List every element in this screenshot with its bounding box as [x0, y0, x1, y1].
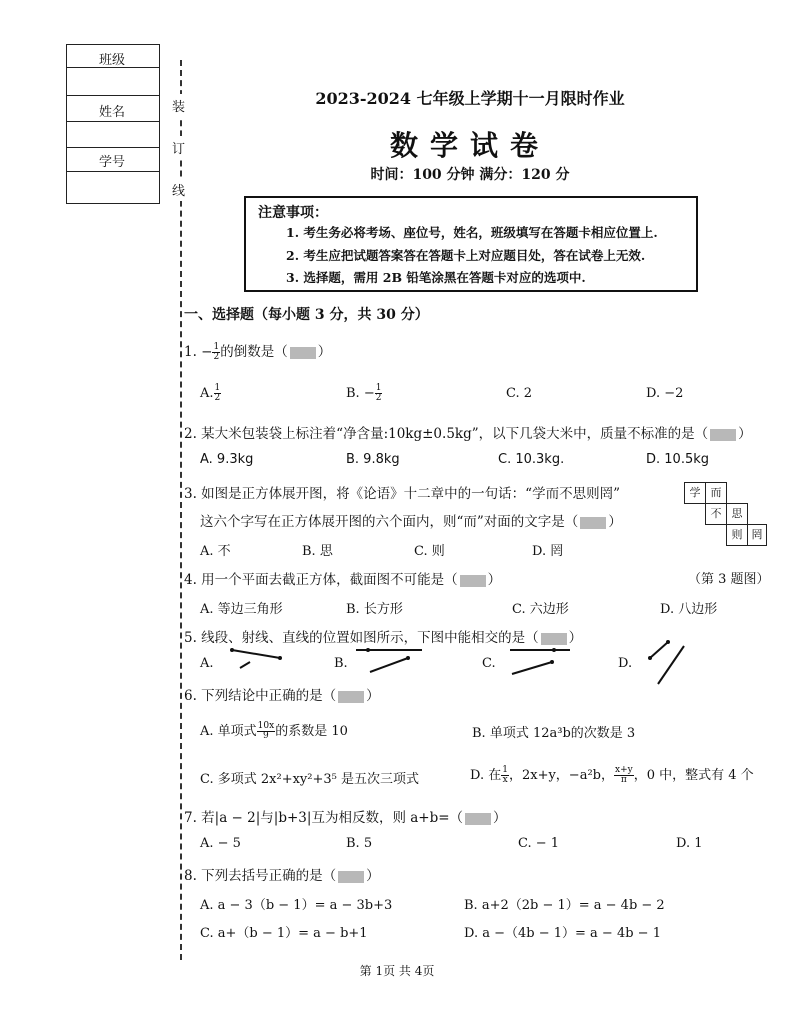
q4-option-d: D. 八边形	[660, 602, 718, 617]
q4-option-b: B. 长方形	[346, 602, 403, 617]
q8-option-d: D. a −（4b − 1）= a − 4b − 1	[464, 926, 661, 941]
notice-item-2: 2. 考生应把试题答案答在答题卡上对应题目处，答在试卷上无效.	[286, 248, 646, 263]
q1-option-c: C. 2	[506, 386, 533, 401]
net-cell: 学	[684, 482, 706, 504]
q6-option-b: B. 单项式 12a³b的次数是 3	[472, 726, 636, 741]
binding-char-1: 装	[172, 94, 185, 117]
time-score: 时间：100 分钟 满分：120 分	[370, 167, 570, 183]
q4-option-a: A. 等边三角形	[200, 602, 283, 617]
net-cell: 而	[705, 482, 727, 504]
q5-figure-c	[506, 642, 576, 680]
q2-option-a: A. 9.3kg	[200, 452, 254, 467]
question-2: 2. 某大米包装袋上标注着“净含量:10kg±0.5kg”，以下几袋大米中，质量不标准的是（ ）	[184, 426, 752, 442]
q4-option-c: C. 六边形	[512, 602, 569, 617]
question-8: 8. 下列去括号正确的是（ ）	[184, 868, 380, 884]
q7-option-a: A. − 5	[200, 836, 241, 851]
question-3-line-2: 这六个字写在正方体展开图的六个面内，则“而”对面的文字是（ ）	[200, 514, 622, 530]
q5-option-c: C.	[482, 656, 496, 671]
q6-option-d: D. 在 $\frac{1}{x}$ ，2x+y，−a²b， $\frac{x+y}{\pi}$ ，0 中，整式有 4 个	[470, 765, 754, 785]
student-id-label: 学号	[99, 155, 126, 170]
q6-option-c: C. 多项式 2x²+xy²+3⁵ 是五次三项式	[200, 772, 419, 787]
q5-figure-b	[352, 644, 430, 678]
answer-blank	[580, 517, 606, 529]
notice-item-3: 3. 选择题，需用 2B 铅笔涂黑在答题卡对应的选项中.	[286, 270, 586, 285]
question-3-line-1: 3. 如图是正方体展开图，将《论语》十二章中的一句话：“学而不思则罔”	[184, 486, 620, 502]
q5-option-b: B.	[334, 656, 348, 671]
answer-blank	[710, 429, 736, 441]
answer-blank	[338, 871, 364, 883]
question-5: 5. 线段、射线、直线的位置如图所示，下图中能相交的是（ ）	[184, 630, 583, 646]
q2-option-b: B. 9.8kg	[346, 452, 400, 467]
net-cell: 思	[726, 503, 748, 525]
question-6: 6. 下列结论中正确的是（ ）	[184, 688, 380, 704]
figure-3-caption: （第 3 题图）	[688, 572, 770, 587]
question-4: 4. 用一个平面去截正方体，截面图不可能是（ ）	[184, 572, 502, 588]
notice-title: 注意事项：	[258, 205, 328, 221]
net-cell: 则	[726, 524, 748, 546]
student-info-box	[66, 44, 160, 204]
q1-option-d: D. −2	[646, 386, 684, 401]
q6-option-a: A. 单项式 $\frac{10x}{9}$ 的系数是 10	[200, 721, 348, 741]
q1-option-b: B. − $\frac{1}{2}$	[346, 383, 382, 403]
q8-option-c: C. a+（b − 1）= a − b+1	[200, 926, 368, 941]
answer-blank	[290, 347, 316, 359]
q3-option-a: A. 不	[200, 544, 231, 559]
net-cell: 罔	[747, 524, 767, 546]
answer-blank	[460, 575, 486, 587]
binding-char-2: 订	[172, 136, 185, 159]
cube-net-figure	[684, 482, 763, 550]
exam-title: 2023-2024 七年级上学期十一月限时作业	[315, 89, 625, 108]
subject-title: 数学试卷	[389, 129, 550, 162]
section-heading: 一、选择题（每小题 3 分，共 30 分）	[184, 307, 429, 323]
q8-option-b: B. a+2（2b − 1）= a − 4b − 2	[464, 898, 665, 913]
q8-option-a: A. a − 3（b − 1）= a − 3b+3	[200, 898, 393, 913]
q2-option-d: D. 10.5kg	[646, 452, 710, 467]
q3-option-b: B. 思	[302, 544, 333, 559]
q3-option-c: C. 则	[414, 544, 445, 559]
class-label: 班级	[99, 53, 126, 68]
q1-option-a: A. $\frac{1}{2}$	[200, 383, 221, 403]
notice-item-1: 1. 考生务必将考场、座位号，姓名，班级填写在答题卡相应位置上.	[286, 225, 658, 240]
question-1: 1. − $\frac{1}{2}$ 的倒数是（ ）	[184, 342, 332, 362]
answer-blank	[465, 813, 491, 825]
net-cell: 不	[705, 503, 727, 525]
binding-char-3: 线	[172, 178, 185, 201]
q2-option-c: C. 10.3kg.	[498, 452, 565, 467]
q3-option-d: D. 罔	[532, 544, 564, 559]
name-label: 姓名	[99, 105, 126, 120]
q7-option-c: C. − 1	[518, 836, 560, 851]
q5-figure-d	[644, 636, 694, 688]
page-footer: 第 1页 共 4页	[359, 964, 435, 978]
q5-option-d: D.	[618, 656, 633, 671]
q5-option-a: A.	[200, 656, 214, 671]
answer-blank	[338, 691, 364, 703]
q5-figure-a	[222, 644, 292, 674]
question-7: 7. 若|a − 2|与|b+3|互为相反数，则 a+b=（ ）	[184, 810, 507, 826]
q7-option-b: B. 5	[346, 836, 373, 851]
q7-option-d: D. 1	[676, 836, 703, 851]
